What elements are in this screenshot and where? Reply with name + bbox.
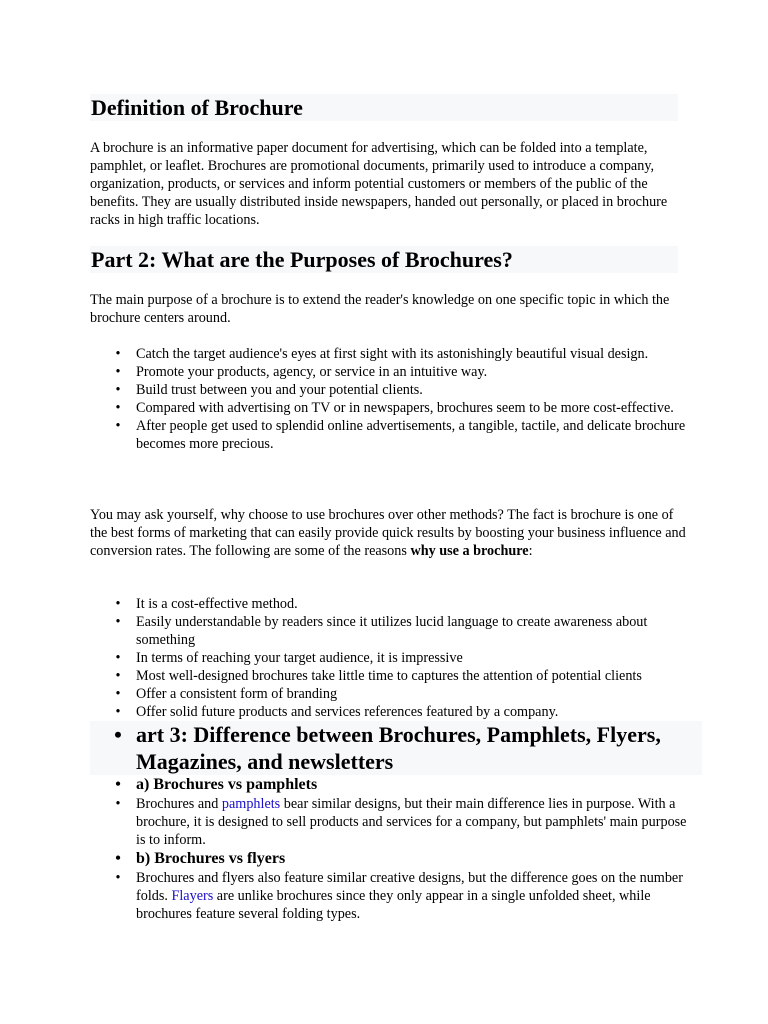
definition-paragraph: A brochure is an informative paper document for advertising, which can be folded into a template, pamphlet, or leaflet. Brochures are promotional documents, primarily used to introduce a company, organization, products, or services and inform potential customers or members of the public of the benefits. They are usually distributed inside newspapers, handed out personally, or placed in brochure racks in high traffic locations.	[90, 140, 668, 228]
bullet-icon: •	[115, 418, 121, 434]
list-item: • Offer a consistent form of branding	[90, 685, 690, 703]
why-use-paragraph: You may ask yourself, why choose to use brochures over other methods? The fact is brochure is one of the best forms of marketing that can easily provide quick results by boosting your business influence and conversion rates. The following are some of the reasons why use a brochure:	[90, 507, 686, 559]
flayers-link[interactable]: Flayers	[171, 888, 214, 904]
list-item: • Catch the target audience's eyes at first sight with its astonishingly beautiful visual design.	[90, 345, 690, 363]
bullet-icon: •	[115, 614, 121, 630]
list-item: • Brochures and flyers also feature similar creative designs, but the difference goes on the number folds. Flayers are unlike brochures since they only appear in a single unfolded sheet, while brochures feature several folding types.	[90, 869, 690, 923]
purposes-list	[90, 345, 690, 453]
bullet-icon: •	[115, 382, 121, 398]
pamphlets-link[interactable]: pamphlets	[221, 796, 281, 812]
bullet-icon: •	[115, 346, 121, 362]
list-item: • Offer solid future products and services references featured by a company.	[90, 703, 690, 721]
bullet-icon: •	[115, 776, 121, 793]
bullet-icon: •	[115, 796, 121, 812]
list-item: • Most well-designed brochures take little time to captures the attention of potential clients	[90, 667, 690, 685]
purpose-intro-paragraph: The main purpose of a brochure is to extend the reader's knowledge on one specific topic in which the brochure centers around.	[90, 292, 670, 326]
bullet-icon: •	[115, 364, 121, 380]
why-use-bold: why use a brochure	[410, 543, 529, 559]
bullet-icon: •	[115, 704, 121, 720]
bullet-icon: •	[115, 686, 121, 702]
bullet-icon: •	[115, 668, 121, 684]
bullet-icon: •	[115, 596, 121, 612]
list-item: • Compared with advertising on TV or in newspapers, brochures seem to be more cost-effective.	[90, 399, 690, 417]
heading-purposes: Part 2: What are the Purposes of Brochures?	[90, 246, 678, 273]
list-item: • In terms of reaching your target audience, it is impressive	[90, 649, 690, 667]
subheading-brochures-vs-flyers: • b) Brochures vs flyers	[90, 849, 690, 869]
list-item: • Promote your products, agency, or service in an intuitive way.	[90, 363, 690, 381]
heading-differences: • art 3: Difference between Brochures, Pamphlets, Flyers, Magazines, and newsletters	[90, 721, 702, 775]
heading-definition: Definition of Brochure	[90, 94, 678, 121]
subheading-brochures-vs-pamphlets: • a) Brochures vs pamphlets	[90, 775, 690, 795]
bullet-icon: •	[115, 870, 121, 886]
bullet-icon: •	[114, 722, 122, 747]
reasons-list	[90, 595, 690, 923]
bullet-icon: •	[115, 650, 121, 666]
bullet-icon: •	[115, 400, 121, 416]
list-item: • Brochures and pamphlets bear similar designs, but their main difference lies in purpose. With a brochure, it is designed to sell products and services for a company, but pamphlets' main purpose is to inform.	[90, 795, 690, 849]
list-item: • It is a cost-effective method.	[90, 595, 690, 613]
list-item: • Easily understandable by readers since it utilizes lucid language to create awareness about something	[90, 613, 690, 649]
list-item: • Build trust between you and your potential clients.	[90, 381, 690, 399]
bullet-icon: •	[115, 850, 121, 867]
list-item: • After people get used to splendid online advertisements, a tangible, tactile, and delicate brochure becomes more precious.	[90, 417, 690, 453]
